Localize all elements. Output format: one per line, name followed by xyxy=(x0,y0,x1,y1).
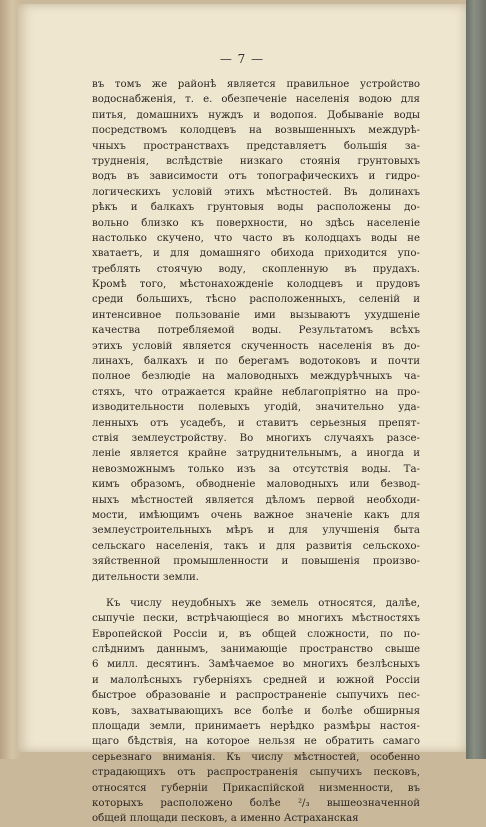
text-line: щаго бѣдствія, на которое нельзя не обратить самаго xyxy=(92,736,420,748)
book-cover-edge xyxy=(466,0,486,759)
text-line: водъ въ зависимости отъ топографическихъ и гидро- xyxy=(92,171,420,183)
text-line: землеустроительныхъ мѣръ и для улучшенія быта xyxy=(92,525,420,537)
text-line: дительности земли. xyxy=(92,571,200,583)
text-line: Къ числу неудобныхъ же земель относятся, далѣе, xyxy=(106,597,420,609)
text-line: мости, имѣющимъ очень важное значеніе какъ для xyxy=(92,509,420,521)
text-line: Кромѣ того, мѣстонахожденіе колодцевъ и прудовъ xyxy=(92,279,420,291)
book-page xyxy=(18,4,466,825)
text-line: ствія землеустройству. Во многихъ случаяхъ разсе- xyxy=(92,432,420,444)
text-line: треблять стоячую воду, скопленную въ прудахъ. xyxy=(92,263,420,275)
text-line: быстрое образованіе и распространеніе сыпучихъ пес- xyxy=(92,690,420,702)
page-number: — 7 — xyxy=(219,52,265,66)
text-body xyxy=(92,77,420,827)
text-line: водоснабженія, т. е. обезпеченіе населенія водою для xyxy=(92,94,420,106)
paragraph-gap xyxy=(92,585,420,596)
text-line: невозможнымъ только изъ за отсутствія воды. Та- xyxy=(92,463,420,475)
text-line: относятся губерніи Прикаспійской низменности, въ xyxy=(92,782,420,794)
text-line: чныхъ пространствахъ представляетъ большія за- xyxy=(92,140,420,152)
paragraph-1 xyxy=(92,77,420,585)
text-line: Европейской Россіи и, въ общей сложности, по по- xyxy=(92,628,420,640)
text-line: хватаетъ, и для домашняго обихода приходится упо- xyxy=(92,248,420,260)
text-line: сельскаго населенія, такъ и для развитія сельскохо- xyxy=(92,540,420,552)
text-line: страдающихъ отъ распространенія сыпучихъ песковъ, xyxy=(92,767,420,779)
text-line: общей площади песковъ, а именно Астраханская xyxy=(92,813,359,825)
text-line: посредствомъ колодцевъ на возвышенныхъ междурѣ- xyxy=(92,125,420,137)
text-line: вольно близко къ поверхности, но здѣсь населеніе xyxy=(92,217,420,229)
text-line: которыхъ расположено болѣе ²/₃ вышеозначенной xyxy=(92,797,420,809)
text-line: зяйственной промышленности и повышенія произво- xyxy=(92,556,420,568)
text-line: питья, домашнихъ нуждъ и водопоя. Добываніе воды xyxy=(92,109,420,121)
text-line: ленныхъ отъ усадебъ, и ставитъ серьезныя препят- xyxy=(92,417,420,429)
text-line: въ томъ же районѣ является правильное устройство xyxy=(92,79,420,90)
text-line: стяхъ, что отражается крайне неблагопріятно на про- xyxy=(92,386,420,398)
text-line: среди большихъ, тѣсно расположенныхъ, селеній и xyxy=(92,294,420,306)
text-line: настолько скучено, что часто въ колодцахъ воды не xyxy=(92,232,420,244)
text-line: и малолѣсныхъ губерніяхъ средней и южной Россіи xyxy=(92,674,420,686)
text-line: ныхъ мѣстностей является дѣломъ первой необходи- xyxy=(92,494,420,506)
text-line: 6 милл. десятинъ. Замѣчаемое во многихъ безлѣсныхъ xyxy=(92,659,420,671)
text-line: леніе является крайне затруднительнымъ, а иногда и xyxy=(92,448,420,460)
text-line: этихъ условій является скученность населенія въ до- xyxy=(92,340,420,352)
text-line: интенсивное пользованіе ими вызываютъ ухудшеніе xyxy=(92,309,420,321)
text-line: площади земли, принимаетъ нерѣдко размѣры настоя- xyxy=(92,721,420,733)
text-line: сыпучіе пески, встрѣчающіеся во многихъ мѣстностяхъ xyxy=(92,613,420,625)
text-line: полное безлюдіе на маловодныхъ междурѣчныхъ ча- xyxy=(92,371,420,383)
text-line: кимъ образомъ, обводненіе маловодныхъ или безвод- xyxy=(92,479,420,491)
text-line: ковъ, захватывающихъ все болѣе и болѣе обширныя xyxy=(92,705,420,717)
text-line: качества потребляемой воды. Результатомъ всѣхъ xyxy=(92,325,420,337)
text-line: логическихъ условій этихъ мѣстностей. Въ долинахъ xyxy=(92,186,420,198)
text-line: серьезнаго вниманія. Къ числу мѣстностей, особенно xyxy=(92,751,420,763)
text-line: слѣднимъ даннымъ, занимающіе пространство свыше xyxy=(92,644,420,656)
text-line: изводительности полевыхъ угодій, значительно уда- xyxy=(92,402,420,414)
text-line: рѣкъ и балкахъ грунтовыя воды расположены до- xyxy=(92,202,420,214)
paragraph-2 xyxy=(92,596,420,827)
binding-edge xyxy=(0,0,20,759)
text-line: линахъ, балкахъ и по берегамъ водотоковъ и почти xyxy=(92,356,420,368)
text-line: трудненія, вслѣдствіе низкаго стоянія грунтовыхъ xyxy=(92,155,420,167)
